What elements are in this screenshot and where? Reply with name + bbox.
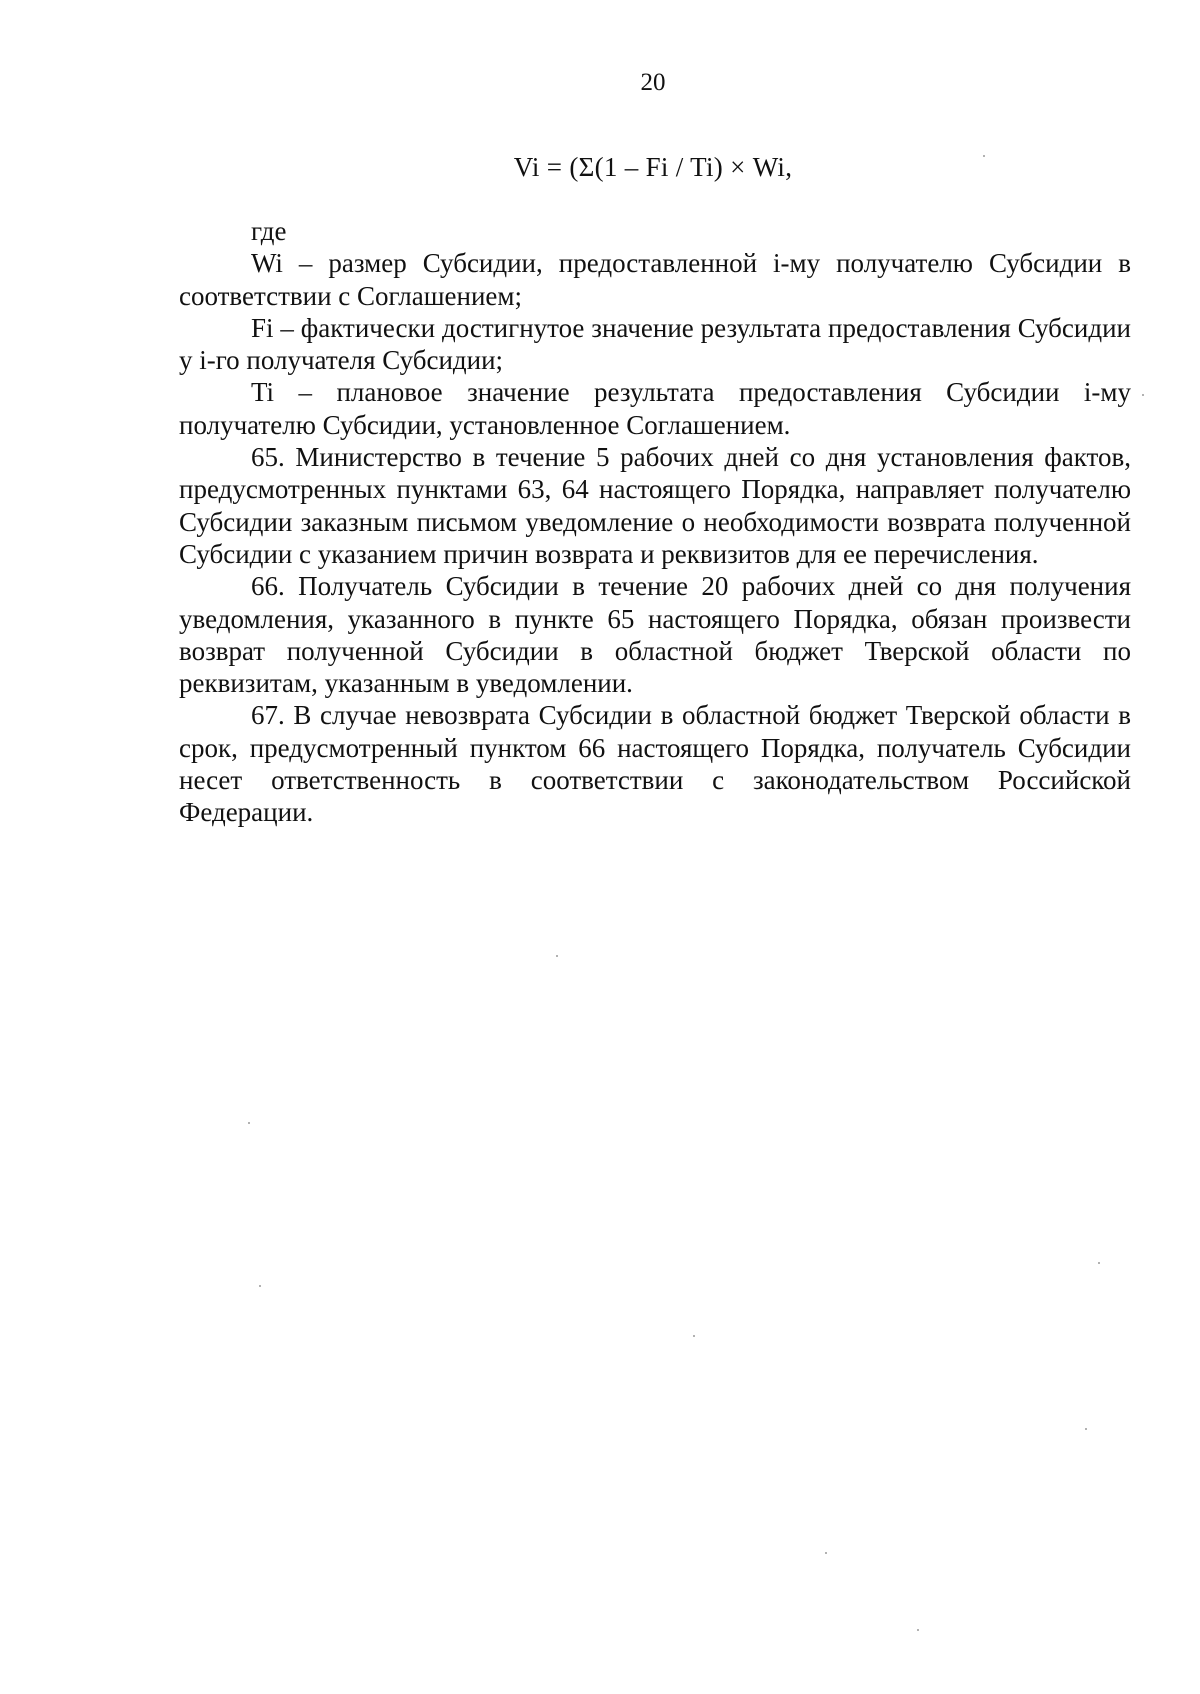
definition-ti: Ti – плановое значение результата предоставления Субсидии i-му получателю Субсидии, установленное Соглашением.	[179, 377, 1131, 440]
scan-speck	[693, 1335, 695, 1337]
definition-wi: Wi – размер Субсидии, предоставленной i-му получателю Субсидии в соответствии с Соглашением;	[179, 248, 1131, 311]
where-label: где	[251, 216, 287, 246]
scan-speck	[556, 955, 558, 957]
scan-speck	[1142, 394, 1144, 396]
scan-speck	[259, 1285, 261, 1287]
scan-speck	[1085, 1428, 1087, 1430]
scan-speck	[1098, 1262, 1100, 1264]
scan-speck	[825, 1552, 827, 1554]
paragraph-66: 66. Получатель Субсидии в течение 20 рабочих дней со дня получения уведомления, указанного в пункте 65 настоящего Порядка, обязан произвести возврат полученной Субсидии в областной бюджет Тверской области по реквизитам, указанным в уведомлении.	[179, 571, 1131, 699]
definition-fi: Fi – фактически достигнутое значение результата предоставления Субсидии у i-го получателя Субсидии;	[179, 312, 1131, 376]
scan-speck	[983, 155, 985, 157]
page-number: 20	[640, 69, 666, 96]
scan-speck	[917, 1629, 919, 1631]
document-body	[179, 215, 1131, 829]
paragraph-65: 65. Министерство в течение 5 рабочих дней со дня установления фактов, предусмотренных пунктами 63, 64 настоящего Порядка, направляет получателю Субсидии заказным письмом уведомление о необходимости возврата полученной Субсидии с указанием причин возврата и реквизитов для ее перечисления.	[179, 442, 1131, 569]
paragraph-67: 67. В случае невозврата Субсидии в областной бюджет Тверской области в срок, предусмотренный пунктом 66 настоящего Порядка, получатель Субсидии несет ответственность в соответствии с законодательством Российской Федерации.	[179, 700, 1131, 828]
formula: Vi = (Σ(1 – Fi / Ti) × Wi,	[513, 152, 793, 182]
scan-speck	[248, 1122, 250, 1124]
